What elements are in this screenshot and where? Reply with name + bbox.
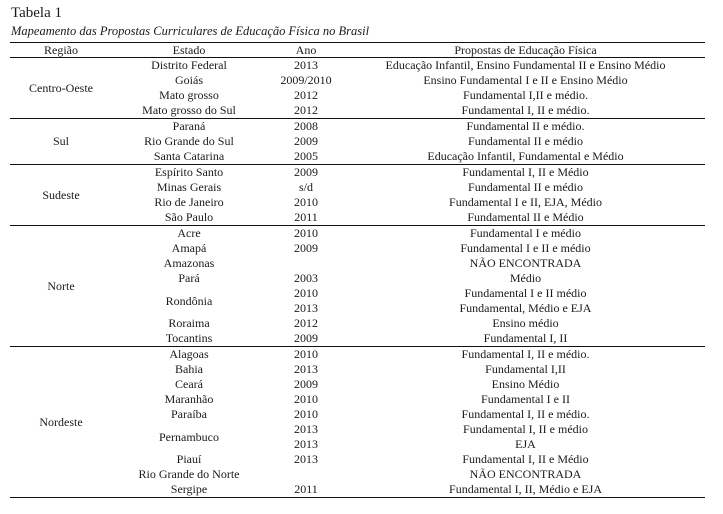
table-row: [10, 286, 705, 301]
cell-ano: 2009/2010: [280, 73, 332, 87]
header-ano: Ano: [266, 43, 346, 58]
table-row: [10, 180, 705, 195]
cell-estado: Rio de Janeiro: [154, 195, 224, 209]
cell-proposta: Fundamental I e II: [481, 392, 570, 406]
cell-estado: Bahia: [175, 362, 203, 376]
cell-ano: [266, 467, 346, 482]
cell-ano: 2012: [294, 316, 318, 330]
table-row: [10, 482, 705, 498]
table-row: [10, 316, 705, 331]
cell-estado: Piauí: [176, 452, 202, 466]
cell-proposta: Fundamental II e Médio: [346, 210, 705, 226]
cell-estado: Paraíba: [171, 407, 207, 421]
cell-proposta: Ensino médio: [492, 316, 559, 330]
cell-ano: 2013: [294, 452, 318, 466]
cell-ano: 2013: [294, 437, 318, 451]
cell-estado: Pernambuco: [159, 429, 219, 444]
cell-ano: 2013: [294, 301, 318, 315]
cell-estado: Mato grosso: [159, 88, 219, 102]
cell-estado: Acre: [177, 226, 201, 240]
cell-proposta: Fundamental I e médio: [470, 226, 581, 240]
cell-proposta: Médio: [509, 271, 542, 285]
cell-ano: 2010: [294, 407, 318, 421]
cell-estado: Amazonas: [163, 256, 215, 270]
cell-estado: Santa Catarina: [112, 149, 266, 165]
cell-estado: Alagoas: [169, 347, 209, 361]
cell-proposta: Fundamental I, II e médio.: [346, 103, 705, 119]
cell-ano: 2003: [294, 271, 318, 285]
cell-proposta: NÃO ENCONTRADA: [469, 256, 582, 270]
table-row: [10, 377, 705, 392]
cell-estado: Rondônia: [165, 293, 213, 308]
cell-estado: São Paulo: [112, 210, 266, 226]
table-row: [10, 226, 705, 242]
cell-proposta: EJA: [515, 437, 536, 451]
cell-estado: Tocantins: [112, 331, 266, 347]
table-row: [10, 195, 705, 210]
cell-proposta: Fundamental I, II, Médio e EJA: [346, 482, 705, 498]
table-subtitle: Mapeamento das Propostas Curriculares de Educação Física no Brasil: [11, 24, 370, 38]
cell-regiao: Sul: [10, 119, 112, 165]
table-row: [10, 165, 705, 181]
cell-regiao: Centro-Oeste: [10, 58, 112, 119]
table-row: [10, 73, 705, 88]
cell-ano: 2010: [294, 195, 318, 209]
cell-ano: 2009: [294, 134, 318, 148]
cell-ano: 2010: [294, 286, 318, 300]
cell-estado: Sergipe: [112, 482, 266, 498]
cell-estado: Distrito Federal: [151, 58, 227, 72]
cell-ano: 2011: [266, 482, 346, 498]
cell-proposta: Fundamental II e médio.: [466, 119, 585, 133]
cell-ano: [266, 256, 346, 271]
table-row: [10, 467, 705, 482]
cell-proposta: Fundamental I, II e Médio: [462, 165, 589, 179]
table-row: [10, 134, 705, 149]
table-row: [10, 362, 705, 377]
cell-proposta: Ensino Médio: [491, 377, 560, 391]
table-row: [10, 241, 705, 256]
cell-ano: 2009: [266, 331, 346, 347]
cell-ano: 2013: [294, 58, 318, 72]
cell-ano: 2009: [294, 241, 318, 255]
curricular-proposals-table: [10, 42, 705, 498]
table-row: [10, 119, 705, 135]
cell-regiao: Sudeste: [10, 165, 112, 226]
cell-ano: s/d: [298, 180, 313, 194]
table-row: [10, 422, 705, 437]
cell-proposta: Fundamental I, II e médio: [463, 422, 588, 436]
table-row: [10, 58, 705, 74]
cell-proposta: Fundamental II e médio: [468, 134, 583, 148]
cell-proposta: Fundamental, Médio e EJA: [459, 301, 592, 315]
cell-ano: 2011: [266, 210, 346, 226]
cell-proposta: Ensino Fundamental I e II e Ensino Médio: [423, 73, 628, 87]
cell-proposta: Fundamental II e médio: [468, 180, 583, 194]
table-caption: Tabela 1: [11, 5, 63, 21]
cell-estado: Rio Grande do Norte: [138, 467, 240, 481]
cell-estado: Goiás: [175, 73, 203, 87]
table-row: [10, 407, 705, 422]
header-regiao: Região: [10, 43, 112, 58]
cell-ano: 2010: [294, 226, 318, 240]
cell-estado: Rio Grande do Sul: [144, 134, 234, 148]
cell-proposta: Fundamental I,II e médio.: [463, 88, 588, 102]
table-row: [10, 271, 705, 286]
cell-proposta: Fundamental I e II, EJA, Médio: [449, 195, 602, 209]
cell-regiao: Nordeste: [10, 347, 112, 498]
cell-estado: Maranhão: [164, 392, 214, 406]
cell-estado: Roraima: [168, 316, 210, 330]
cell-estado: Ceará: [175, 377, 203, 391]
cell-proposta: Fundamental I, II: [346, 331, 705, 347]
cell-ano: 2010: [294, 347, 318, 361]
table-header-row: [10, 43, 705, 58]
cell-proposta: NÃO ENCONTRADA: [469, 467, 582, 481]
header-propostas: Propostas de Educação Física: [346, 43, 705, 58]
cell-proposta: Fundamental I e II e médio: [460, 241, 591, 255]
table-row: [10, 331, 705, 347]
table-row: [10, 103, 705, 119]
table-row: [10, 88, 705, 103]
cell-estado: Pará: [178, 271, 200, 285]
cell-proposta: Educação Infantil, Fundamental e Médio: [346, 149, 705, 165]
cell-ano: 2008: [294, 119, 318, 133]
cell-proposta: Educação Infantil, Ensino Fundamental II e Ensino Médio: [385, 58, 666, 72]
cell-estado: Paraná: [172, 119, 206, 133]
cell-ano: 2013: [294, 422, 318, 436]
cell-regiao: Norte: [10, 226, 112, 347]
cell-proposta: Fundamental I,II: [485, 362, 566, 376]
cell-proposta: Fundamental I, II e médio.: [461, 347, 590, 361]
cell-ano: 2009: [294, 377, 318, 391]
table-row: [10, 392, 705, 407]
cell-estado: Minas Gerais: [156, 180, 222, 194]
cell-estado: Mato grosso do Sul: [112, 103, 266, 119]
table-row: [10, 256, 705, 271]
cell-ano: 2005: [266, 149, 346, 165]
cell-ano: 2013: [294, 362, 318, 376]
cell-ano: 2009: [294, 165, 318, 179]
table-row: [10, 347, 705, 363]
cell-estado: Amapá: [171, 241, 207, 255]
table-row: [10, 452, 705, 467]
cell-proposta: Fundamental I, II e médio.: [461, 407, 590, 421]
cell-ano: 2012: [294, 88, 318, 102]
table-row: [10, 210, 705, 226]
table-row: [10, 149, 705, 165]
cell-proposta: Fundamental I, II e Médio: [462, 452, 589, 466]
cell-ano: 2010: [294, 392, 318, 406]
cell-ano: 2012: [266, 103, 346, 119]
header-estado: Estado: [112, 43, 266, 58]
cell-proposta: Fundamental I e II médio: [464, 286, 587, 300]
table-body: [10, 58, 705, 498]
cell-estado: Espírito Santo: [154, 165, 224, 179]
